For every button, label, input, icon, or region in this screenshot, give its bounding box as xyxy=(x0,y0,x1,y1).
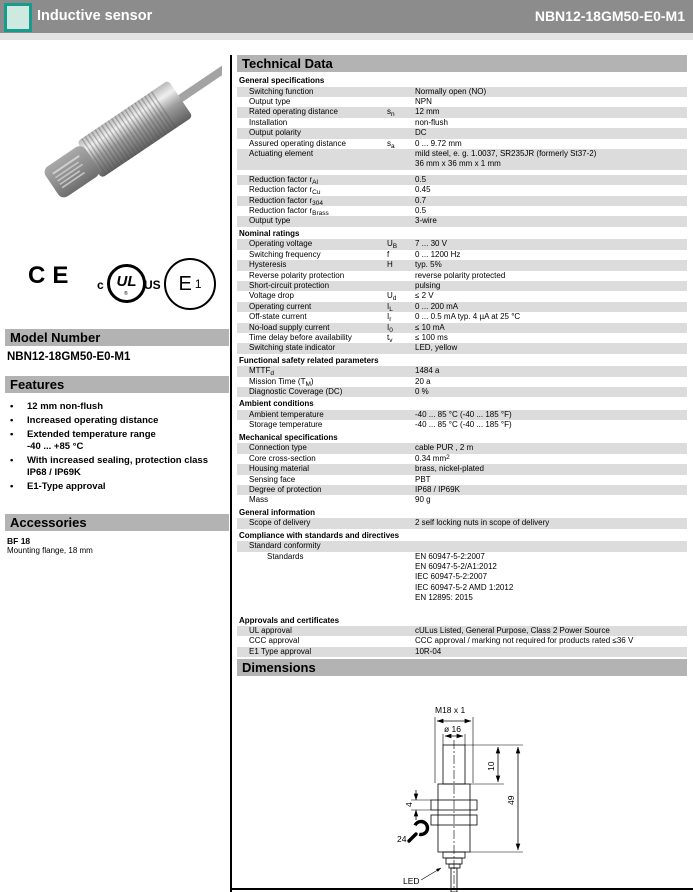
spec-value: mild steel, e. g. 1.0037, SR235JR (formerly St37-2) 36 mm x 36 mm x 1 mm xyxy=(415,148,597,169)
spec-row xyxy=(237,443,687,453)
spec-row xyxy=(237,128,687,138)
dimensions-heading: Dimensions xyxy=(237,659,687,676)
spec-symbol: $I_0$ xyxy=(387,322,393,334)
spec-symbol: $U_d$ xyxy=(387,291,397,303)
spec-value: non-flush xyxy=(415,117,448,127)
dim-wrench-size: 24 xyxy=(397,834,407,844)
spec-value: 7 ... 30 V xyxy=(415,239,448,249)
e1-mark-letter: E xyxy=(178,272,192,295)
feature-text: Extended temperature range -40 ... +85 °C xyxy=(27,429,156,452)
bullet-icon: • xyxy=(10,415,14,426)
spec-label: Operating current xyxy=(249,301,312,311)
product-photo xyxy=(10,46,222,246)
spec-row xyxy=(237,410,687,420)
spec-row xyxy=(237,87,687,97)
spec-row xyxy=(237,387,687,397)
spec-label: Operating voltage xyxy=(249,239,313,249)
spec-value: EN 60947-5-2:2007 EN 60947-5-2/A1:2012 IEC 60947-5-2:2007 IEC 60947-5-2 AMD 1:2012 EN 12895: 2015 xyxy=(415,551,514,603)
spec-value: -40 ... 85 °C (-40 ... 185 °F) xyxy=(415,409,512,419)
spec-row xyxy=(237,281,687,291)
spec-value: 20 a xyxy=(415,376,431,386)
spec-label: Housing material xyxy=(249,464,310,474)
svg-text:ø 16: ø 16 xyxy=(444,724,462,734)
spec-label: Time delay before availability xyxy=(249,332,352,342)
spec-row xyxy=(237,485,687,495)
spec-symbol: $U_B$ xyxy=(387,239,398,251)
header-part-number: NBN12-18GM50-E0-M1 xyxy=(534,8,685,24)
spec-value: 0.34 $mm^2$ xyxy=(415,453,450,463)
ul-mark-us: US xyxy=(144,278,161,292)
ul-mark xyxy=(92,262,162,306)
spec-label: Short-circuit protection xyxy=(249,280,330,290)
spec-row xyxy=(237,626,687,636)
brand-logo-icon xyxy=(4,3,32,32)
spec-label: Reduction factor $r_{Al}$ xyxy=(249,174,318,186)
spec-section-title: General information xyxy=(239,507,316,517)
dimension-drawing xyxy=(383,700,595,892)
spec-label: Output type xyxy=(249,96,291,106)
spec-value: 1484 a xyxy=(415,366,440,376)
tech-table xyxy=(237,74,687,657)
ul-mark-letters: UL xyxy=(116,273,137,290)
spec-label: UL approval xyxy=(249,626,292,636)
spec-label: $MTTF_d$ xyxy=(249,366,274,378)
spec-label: Installation xyxy=(249,117,288,127)
spec-label: Switching function xyxy=(249,86,314,96)
spec-value: 90 g xyxy=(415,495,431,505)
spec-row xyxy=(237,312,687,322)
spec-value: 0 ... 9.72 mm xyxy=(415,138,462,148)
spec-label: Standard conformity xyxy=(249,541,321,551)
spec-label: Switching frequency xyxy=(249,249,321,259)
spec-row xyxy=(237,271,687,281)
spec-label: Storage temperature xyxy=(249,420,323,430)
feature-item xyxy=(10,455,220,479)
spec-symbol: f xyxy=(387,249,390,259)
spec-label: Output polarity xyxy=(249,128,302,138)
spec-label: No-load supply current xyxy=(249,322,330,332)
spec-section-title: Compliance with standards and directives xyxy=(239,530,400,540)
features-list xyxy=(10,401,220,495)
spec-value: reverse polarity protected xyxy=(415,270,506,280)
spec-value: typ. 5% xyxy=(415,260,442,270)
bullet-icon: • xyxy=(10,401,14,412)
spec-row xyxy=(237,366,687,376)
e1-mark-number: 1 xyxy=(194,277,202,291)
spec-label: Reverse polarity protection xyxy=(249,270,345,280)
spec-section-title: Nominal ratings xyxy=(239,228,300,238)
spec-section-title: General specifications xyxy=(239,76,325,85)
spec-label: Switching state indicator xyxy=(249,343,336,353)
spec-label: Sensing face xyxy=(249,474,296,484)
spec-value: PBT xyxy=(415,474,431,484)
spec-symbol: $I_L$ xyxy=(387,301,393,313)
page-header xyxy=(0,0,693,33)
spec-label: Reduction factor $r_{304}$ xyxy=(249,195,323,207)
model-number-value: NBN12-18GM50-E0-M1 xyxy=(7,351,131,363)
ul-mark-c: c xyxy=(97,278,104,292)
svg-text:49: 49 xyxy=(506,795,516,805)
spec-row xyxy=(237,420,687,430)
spec-label: Off-state current xyxy=(249,312,307,322)
spec-value: Normally open (NO) xyxy=(415,86,487,96)
spec-row xyxy=(237,552,687,604)
feature-item xyxy=(10,481,220,493)
ce-mark: CE xyxy=(28,262,76,289)
svg-text:LED: LED xyxy=(403,876,420,886)
spec-label: Degree of protection xyxy=(249,484,322,494)
spec-label: Output type xyxy=(249,216,291,226)
feature-text: Increased operating distance xyxy=(27,415,159,426)
spec-row xyxy=(237,139,687,149)
spec-symbol: $t_v$ xyxy=(387,332,393,344)
spec-value: cULus Listed, General Purpose, Class 2 Power Source xyxy=(415,626,610,636)
spec-section-title: Mechanical specifications xyxy=(239,432,338,442)
spec-label: Mission Time $(T_M)$ xyxy=(249,376,314,388)
spec-value: 0.5 xyxy=(415,205,427,215)
spec-row xyxy=(237,518,687,528)
spec-value: NPN xyxy=(415,96,432,106)
spec-value: -40 ... 85 °C (-40 ... 185 °F) xyxy=(415,420,512,430)
spec-label: Actuating element xyxy=(249,148,314,158)
spec-value: CCC approval / marking not required for products rated ≤36 V xyxy=(415,636,634,646)
bullet-icon: • xyxy=(10,455,14,466)
e1-mark xyxy=(164,258,216,310)
spec-value: 3-wire xyxy=(415,216,437,226)
spec-value: ≤ 100 ms xyxy=(415,332,448,342)
feature-text: With increased sealing, protection class IP68 / IP69K xyxy=(27,455,208,478)
spec-label: Voltage drop xyxy=(249,291,294,301)
wrench-icon xyxy=(409,822,428,842)
spec-value: 0 ... 0.5 mA typ. 4 µA at 25 °C xyxy=(415,312,521,322)
spec-row xyxy=(237,454,687,464)
spec-row xyxy=(237,118,687,128)
dim-tip-length xyxy=(465,745,523,784)
spec-value: 12 mm xyxy=(415,107,440,117)
spec-value: IP68 / IP69K xyxy=(415,484,460,494)
spec-label: Mass xyxy=(249,495,269,505)
spec-value: LED, yellow xyxy=(415,343,458,353)
spec-row xyxy=(237,495,687,505)
column-divider xyxy=(230,55,232,892)
spec-value: 0 ... 200 mA xyxy=(415,301,459,311)
spec-label: Reduction factor $r_{Brass}$ xyxy=(249,205,329,217)
spec-label: CCC approval xyxy=(249,636,300,646)
led-label xyxy=(403,868,441,886)
dim-nut-thickness xyxy=(404,790,431,820)
spec-symbol: $s_a$ xyxy=(387,138,395,150)
svg-text:10: 10 xyxy=(486,761,496,771)
spec-row xyxy=(237,216,687,226)
spec-value: cable PUR , 2 m xyxy=(415,443,474,453)
spec-symbol: H xyxy=(387,260,393,270)
spec-value: 0.7 xyxy=(415,195,427,205)
spec-row xyxy=(237,323,687,333)
ul-mark-circle xyxy=(107,264,146,303)
feature-item xyxy=(10,429,220,453)
spec-label: Connection type xyxy=(249,443,307,453)
accessories-list xyxy=(7,536,222,556)
svg-text:M18 x 1: M18 x 1 xyxy=(435,705,466,715)
spec-value: 2 self locking nuts in scope of delivery xyxy=(415,518,550,528)
spec-label: E1 Type approval xyxy=(249,646,312,656)
spec-row xyxy=(237,97,687,107)
spec-value: ≤ 2 V xyxy=(415,291,434,301)
feature-text: 12 mm non-flush xyxy=(27,401,104,412)
spec-row xyxy=(237,291,687,301)
spec-label: Diagnostic Coverage (DC) xyxy=(249,387,343,397)
spec-value: pulsing xyxy=(415,280,441,290)
svg-text:4: 4 xyxy=(404,802,414,807)
spec-label: Standards xyxy=(267,551,304,561)
spec-row xyxy=(237,206,687,216)
spec-row xyxy=(237,343,687,353)
accessory-name: BF 18 xyxy=(7,536,31,546)
spec-symbol: $I_r$ xyxy=(387,312,392,324)
features-heading: Features xyxy=(5,376,229,393)
spec-symbol: $s_n$ xyxy=(387,107,395,119)
spec-row xyxy=(237,636,687,646)
spec-row xyxy=(237,107,687,117)
spec-section-title: Approvals and certificates xyxy=(239,615,340,625)
spec-row xyxy=(237,302,687,312)
spec-label: Core cross-section xyxy=(249,453,316,463)
header-substrip xyxy=(0,33,693,40)
spec-section-title: Ambient conditions xyxy=(239,399,314,409)
spec-row xyxy=(237,239,687,249)
accessories-heading: Accessories xyxy=(5,514,229,531)
spec-value: 0 ... 1200 Hz xyxy=(415,249,461,259)
spec-value: 0.45 xyxy=(415,185,431,195)
spec-row xyxy=(237,175,687,185)
spec-row xyxy=(237,541,687,551)
dim-total-length xyxy=(470,747,523,852)
spec-value: ≤ 10 mA xyxy=(415,322,445,332)
spec-label: Hysteresis xyxy=(249,260,287,270)
spec-label: Assured operating distance xyxy=(249,138,346,148)
spec-label: Ambient temperature xyxy=(249,409,324,419)
spec-label: Scope of delivery xyxy=(249,518,311,528)
product-family-title: Inductive sensor xyxy=(37,8,153,24)
spec-spacer xyxy=(237,604,687,614)
spec-value: brass, nickel-plated xyxy=(415,464,484,474)
spec-row xyxy=(237,464,687,474)
spec-row xyxy=(237,196,687,206)
spec-row xyxy=(237,260,687,270)
spec-label: Reduction factor $r_{Cu}$ xyxy=(249,185,321,197)
feature-text: E1-Type approval xyxy=(27,481,106,492)
bullet-icon: • xyxy=(10,429,14,440)
feature-item xyxy=(10,401,220,413)
bullet-icon: • xyxy=(10,481,14,492)
feature-item xyxy=(10,415,220,427)
spec-value: 10R-04 xyxy=(415,646,442,656)
spec-row xyxy=(237,475,687,485)
spec-label: Rated operating distance xyxy=(249,107,338,117)
spec-value: DC xyxy=(415,128,427,138)
spec-row xyxy=(237,377,687,387)
spec-row xyxy=(237,250,687,260)
spec-value: 0 % xyxy=(415,387,429,397)
spec-row xyxy=(237,647,687,657)
spec-value: 0.5 xyxy=(415,174,427,184)
accessory-desc: Mounting flange, 18 mm xyxy=(7,546,93,555)
ul-mark-registered: ® xyxy=(124,291,128,297)
technical-data-heading: Technical Data xyxy=(237,55,687,72)
sensor-cable xyxy=(177,57,222,103)
spec-row xyxy=(237,185,687,195)
spec-row xyxy=(237,149,687,170)
spec-section-title: Functional safety related parameters xyxy=(239,355,379,365)
spec-row xyxy=(237,333,687,343)
model-number-heading: Model Number xyxy=(5,329,229,346)
